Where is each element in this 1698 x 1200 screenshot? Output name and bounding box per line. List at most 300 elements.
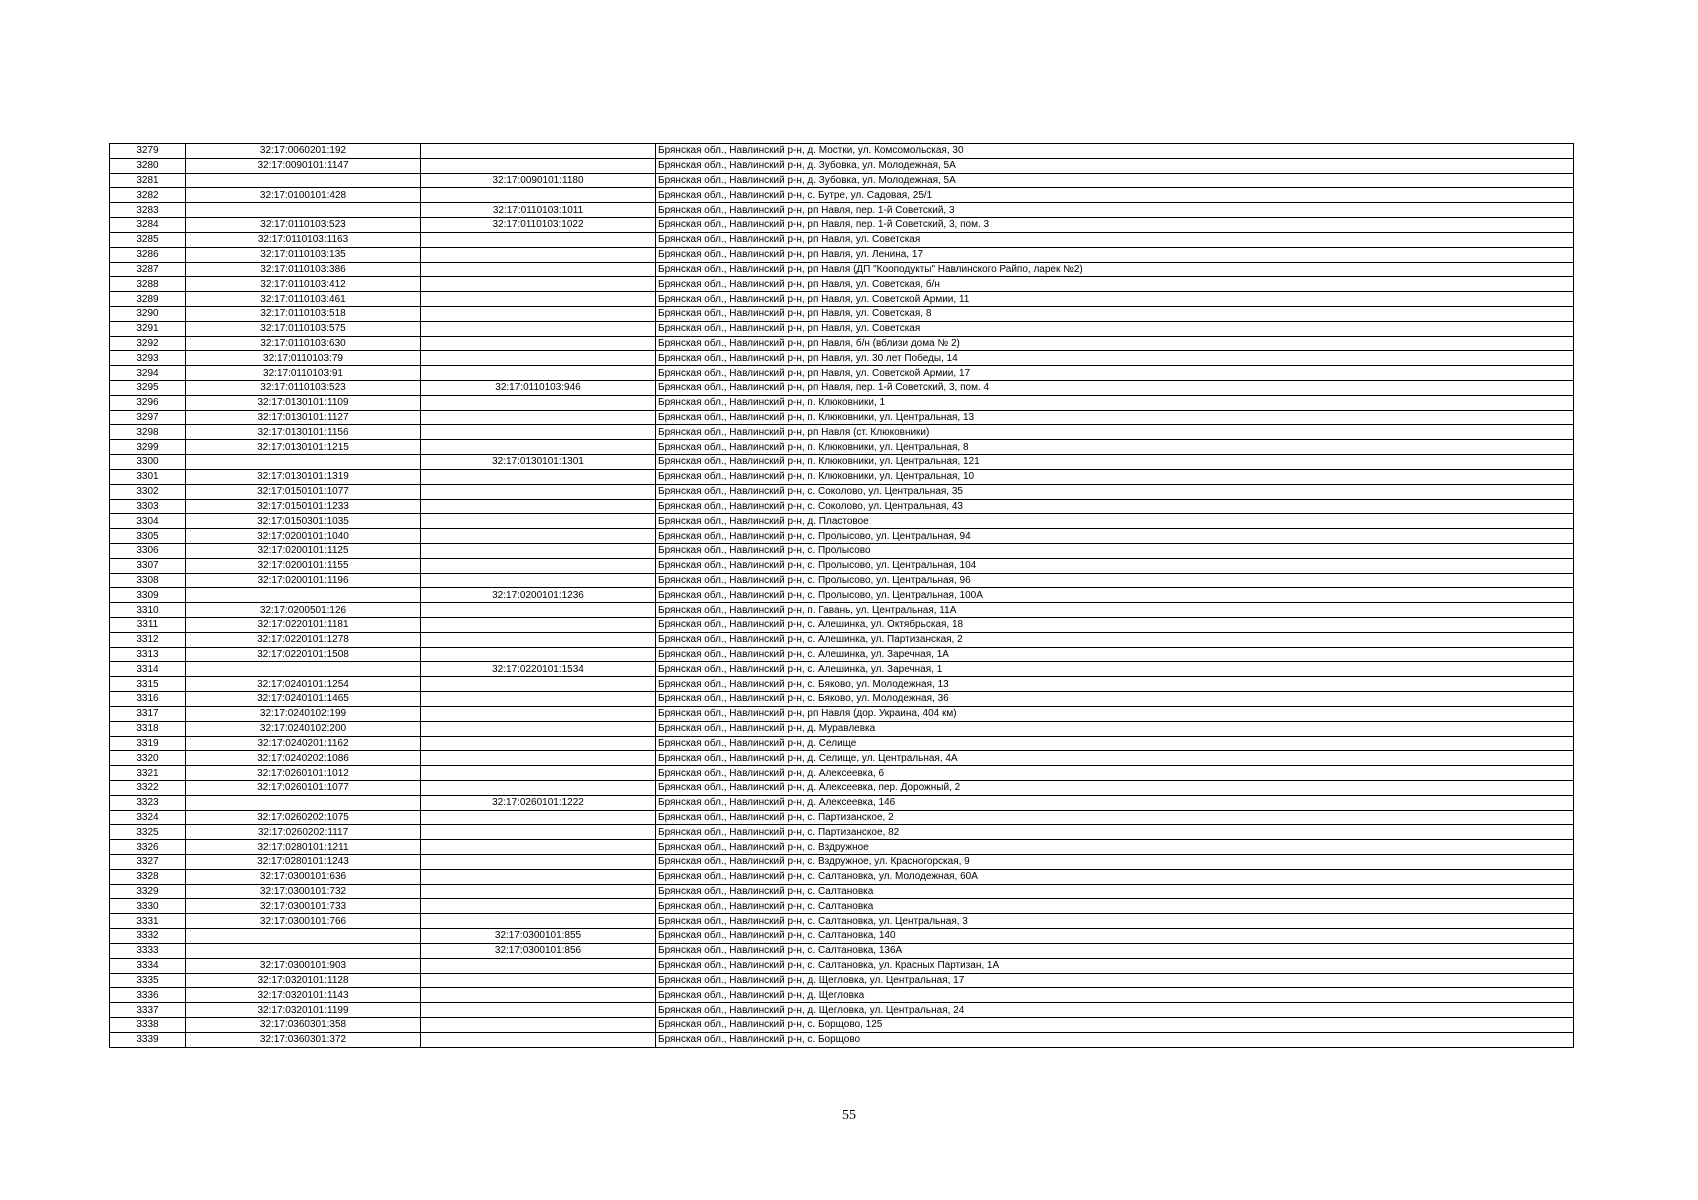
- related-cadastral-number-cell: [421, 1017, 656, 1032]
- cadastral-number-cell: 32:17:0130101:1109: [186, 395, 421, 410]
- row-number-cell: 3288: [110, 277, 186, 292]
- row-number-cell: 3293: [110, 351, 186, 366]
- row-number-cell: 3305: [110, 529, 186, 544]
- address-cell: Брянская обл., Навлинский р-н, с. Салтановка, ул. Красных Партизан, 1А: [656, 958, 1574, 973]
- row-number-cell: 3326: [110, 840, 186, 855]
- cadastral-number-cell: 32:17:0110103:523: [186, 218, 421, 233]
- table-row: [110, 203, 1574, 218]
- related-cadastral-number-cell: [421, 247, 656, 262]
- table-row: [110, 692, 1574, 707]
- cadastral-number-cell: 32:17:0150101:1233: [186, 499, 421, 514]
- table-row: [110, 366, 1574, 381]
- address-cell: Брянская обл., Навлинский р-н, п. Клюковники, 1: [656, 395, 1574, 410]
- row-number-cell: 3296: [110, 395, 186, 410]
- cadastral-number-cell: 32:17:0320101:1128: [186, 973, 421, 988]
- cadastral-number-cell: 32:17:0110103:386: [186, 262, 421, 277]
- related-cadastral-number-cell: 32:17:0260101:1222: [421, 795, 656, 810]
- address-cell: Брянская обл., Навлинский р-н, с. Вздружное, ул. Красногорская, 9: [656, 855, 1574, 870]
- page-number: 55: [842, 1108, 856, 1123]
- cadastral-number-cell: 32:17:0360301:372: [186, 1032, 421, 1047]
- row-number-cell: 3315: [110, 677, 186, 692]
- table-row: [110, 929, 1574, 944]
- table-body: [110, 144, 1574, 1048]
- related-cadastral-number-cell: [421, 321, 656, 336]
- row-number-cell: 3317: [110, 706, 186, 721]
- related-cadastral-number-cell: [421, 632, 656, 647]
- row-number-cell: 3300: [110, 455, 186, 470]
- address-cell: Брянская обл., Навлинский р-н, с. Борщово, 125: [656, 1017, 1574, 1032]
- table-row: [110, 588, 1574, 603]
- cadastral-number-cell: 32:17:0130101:1127: [186, 410, 421, 425]
- table-row: [110, 603, 1574, 618]
- related-cadastral-number-cell: [421, 692, 656, 707]
- related-cadastral-number-cell: [421, 292, 656, 307]
- address-cell: Брянская обл., Навлинский р-н, с. Салтановка, 136А: [656, 943, 1574, 958]
- row-number-cell: 3336: [110, 988, 186, 1003]
- related-cadastral-number-cell: [421, 158, 656, 173]
- row-number-cell: 3292: [110, 336, 186, 351]
- table-row: [110, 1032, 1574, 1047]
- cadastral-number-cell: 32:17:0130101:1156: [186, 425, 421, 440]
- row-number-cell: 3331: [110, 914, 186, 929]
- table-row: [110, 618, 1574, 633]
- address-cell: Брянская обл., Навлинский р-н, рп Навля, ул. Советская: [656, 321, 1574, 336]
- table-row: [110, 1003, 1574, 1018]
- related-cadastral-number-cell: [421, 914, 656, 929]
- cadastral-number-cell: 32:17:0110103:461: [186, 292, 421, 307]
- address-cell: Брянская обл., Навлинский р-н, с. Салтановка, ул. Центральная, 3: [656, 914, 1574, 929]
- table-row: [110, 514, 1574, 529]
- cadastral-table: [109, 143, 1574, 1048]
- table-row: [110, 410, 1574, 425]
- address-cell: Брянская обл., Навлинский р-н, с. Партизанское, 82: [656, 825, 1574, 840]
- row-number-cell: 3337: [110, 1003, 186, 1018]
- address-cell: Брянская обл., Навлинский р-н, с. Соколово, ул. Центральная, 43: [656, 499, 1574, 514]
- cadastral-number-cell: 32:17:0150301:1035: [186, 514, 421, 529]
- related-cadastral-number-cell: [421, 780, 656, 795]
- row-number-cell: 3290: [110, 306, 186, 321]
- address-cell: Брянская обл., Навлинский р-н, с. Соколово, ул. Центральная, 35: [656, 484, 1574, 499]
- row-number-cell: 3306: [110, 543, 186, 558]
- table-row: [110, 440, 1574, 455]
- address-cell: Брянская обл., Навлинский р-н, рп Навля, ул. Советской Армии, 11: [656, 292, 1574, 307]
- table-row: [110, 884, 1574, 899]
- related-cadastral-number-cell: [421, 1032, 656, 1047]
- row-number-cell: 3312: [110, 632, 186, 647]
- row-number-cell: 3295: [110, 381, 186, 396]
- related-cadastral-number-cell: [421, 484, 656, 499]
- row-number-cell: 3303: [110, 499, 186, 514]
- cadastral-number-cell: 32:17:0260202:1075: [186, 810, 421, 825]
- table-row: [110, 351, 1574, 366]
- cadastral-number-cell: 32:17:0300101:636: [186, 869, 421, 884]
- cadastral-number-cell: 32:17:0110103:630: [186, 336, 421, 351]
- address-cell: Брянская обл., Навлинский р-н, д. Пластовое: [656, 514, 1574, 529]
- row-number-cell: 3316: [110, 692, 186, 707]
- row-number-cell: 3280: [110, 158, 186, 173]
- row-number-cell: 3301: [110, 469, 186, 484]
- cadastral-number-cell: 32:17:0300101:732: [186, 884, 421, 899]
- related-cadastral-number-cell: [421, 351, 656, 366]
- address-cell: Брянская обл., Навлинский р-н, с. Пролысово, ул. Центральная, 94: [656, 529, 1574, 544]
- related-cadastral-number-cell: [421, 440, 656, 455]
- cadastral-number-cell: 32:17:0260101:1077: [186, 780, 421, 795]
- address-cell: Брянская обл., Навлинский р-н, с. Пролысово, ул. Центральная, 96: [656, 573, 1574, 588]
- related-cadastral-number-cell: [421, 425, 656, 440]
- table-row: [110, 173, 1574, 188]
- cadastral-number-cell: 32:17:0110103:91: [186, 366, 421, 381]
- cadastral-number-cell: [186, 455, 421, 470]
- row-number-cell: 3302: [110, 484, 186, 499]
- address-cell: Брянская обл., Навлинский р-н, рп Навля, ул. Советская, 8: [656, 306, 1574, 321]
- table-row: [110, 1017, 1574, 1032]
- row-number-cell: 3297: [110, 410, 186, 425]
- cadastral-number-cell: 32:17:0260202:1117: [186, 825, 421, 840]
- row-number-cell: 3287: [110, 262, 186, 277]
- related-cadastral-number-cell: [421, 825, 656, 840]
- address-cell: Брянская обл., Навлинский р-н, д. Щегловка: [656, 988, 1574, 1003]
- address-cell: Брянская обл., Навлинский р-н, с. Салтановка, 140: [656, 929, 1574, 944]
- cadastral-number-cell: 32:17:0240101:1465: [186, 692, 421, 707]
- table-row: [110, 144, 1574, 159]
- cadastral-number-cell: 32:17:0130101:1319: [186, 469, 421, 484]
- cadastral-number-cell: 32:17:0240201:1162: [186, 736, 421, 751]
- row-number-cell: 3335: [110, 973, 186, 988]
- related-cadastral-number-cell: [421, 262, 656, 277]
- address-cell: Брянская обл., Навлинский р-н, с. Салтановка: [656, 899, 1574, 914]
- cadastral-number-cell: 32:17:0100101:428: [186, 188, 421, 203]
- related-cadastral-number-cell: [421, 232, 656, 247]
- related-cadastral-number-cell: 32:17:0220101:1534: [421, 662, 656, 677]
- row-number-cell: 3313: [110, 647, 186, 662]
- address-cell: Брянская обл., Навлинский р-н, рп Навля (дор. Украина, 404 км): [656, 706, 1574, 721]
- related-cadastral-number-cell: [421, 366, 656, 381]
- row-number-cell: 3323: [110, 795, 186, 810]
- address-cell: Брянская обл., Навлинский р-н, п. Клюковники, ул. Центральная, 8: [656, 440, 1574, 455]
- related-cadastral-number-cell: [421, 706, 656, 721]
- address-cell: Брянская обл., Навлинский р-н, д. Селище, ул. Центральная, 4А: [656, 751, 1574, 766]
- related-cadastral-number-cell: 32:17:0110103:1022: [421, 218, 656, 233]
- address-cell: Брянская обл., Навлинский р-н, с. Алешинка, ул. Заречная, 1: [656, 662, 1574, 677]
- table-row: [110, 943, 1574, 958]
- address-cell: Брянская обл., Навлинский р-н, с. Алешинка, ул. Октябрьская, 18: [656, 618, 1574, 633]
- table-row: [110, 706, 1574, 721]
- table-row: [110, 336, 1574, 351]
- row-number-cell: 3338: [110, 1017, 186, 1032]
- table-row: [110, 292, 1574, 307]
- related-cadastral-number-cell: [421, 499, 656, 514]
- address-cell: Брянская обл., Навлинский р-н, рп Навля, б/н (вблизи дома № 2): [656, 336, 1574, 351]
- cadastral-number-cell: 32:17:0280101:1243: [186, 855, 421, 870]
- cadastral-number-cell: 32:17:0220101:1278: [186, 632, 421, 647]
- table-row: [110, 795, 1574, 810]
- row-number-cell: 3294: [110, 366, 186, 381]
- cadastral-number-cell: 32:17:0240101:1254: [186, 677, 421, 692]
- cadastral-number-cell: [186, 173, 421, 188]
- row-number-cell: 3281: [110, 173, 186, 188]
- address-cell: Брянская обл., Навлинский р-н, д. Алексеевка, 146: [656, 795, 1574, 810]
- row-number-cell: 3314: [110, 662, 186, 677]
- related-cadastral-number-cell: [421, 884, 656, 899]
- table-row: [110, 988, 1574, 1003]
- cadastral-number-cell: [186, 588, 421, 603]
- related-cadastral-number-cell: [421, 573, 656, 588]
- table-row: [110, 262, 1574, 277]
- row-number-cell: 3307: [110, 558, 186, 573]
- cadastral-number-cell: [186, 929, 421, 944]
- related-cadastral-number-cell: [421, 395, 656, 410]
- table-row: [110, 277, 1574, 292]
- table-row: [110, 395, 1574, 410]
- table-row: [110, 321, 1574, 336]
- row-number-cell: 3329: [110, 884, 186, 899]
- cadastral-number-cell: 32:17:0090101:1147: [186, 158, 421, 173]
- address-cell: Брянская обл., Навлинский р-н, с. Алешинка, ул. Партизанская, 2: [656, 632, 1574, 647]
- address-cell: Брянская обл., Навлинский р-н, д. Щегловка, ул. Центральная, 17: [656, 973, 1574, 988]
- related-cadastral-number-cell: [421, 766, 656, 781]
- cadastral-number-cell: 32:17:0360301:358: [186, 1017, 421, 1032]
- cadastral-number-cell: 32:17:0300101:766: [186, 914, 421, 929]
- table-row: [110, 529, 1574, 544]
- address-cell: Брянская обл., Навлинский р-н, д. Щегловка, ул. Центральная, 24: [656, 1003, 1574, 1018]
- table-row: [110, 247, 1574, 262]
- address-cell: Брянская обл., Навлинский р-н, с. Бутре, ул. Садовая, 25/1: [656, 188, 1574, 203]
- row-number-cell: 3282: [110, 188, 186, 203]
- table-row: [110, 232, 1574, 247]
- related-cadastral-number-cell: 32:17:0300101:855: [421, 929, 656, 944]
- table-row: [110, 306, 1574, 321]
- table-row: [110, 869, 1574, 884]
- table-row: [110, 914, 1574, 929]
- table-row: [110, 662, 1574, 677]
- table-row: [110, 573, 1574, 588]
- row-number-cell: 3298: [110, 425, 186, 440]
- address-cell: Брянская обл., Навлинский р-н, с. Пролысово: [656, 543, 1574, 558]
- related-cadastral-number-cell: [421, 973, 656, 988]
- row-number-cell: 3279: [110, 144, 186, 159]
- cadastral-number-cell: 32:17:0110103:523: [186, 381, 421, 396]
- cadastral-number-cell: 32:17:0200101:1155: [186, 558, 421, 573]
- table-row: [110, 855, 1574, 870]
- address-cell: Брянская обл., Навлинский р-н, п. Клюковники, ул. Центральная, 10: [656, 469, 1574, 484]
- table-row: [110, 973, 1574, 988]
- table-row: [110, 899, 1574, 914]
- address-cell: Брянская обл., Навлинский р-н, рп Навля, ул. Советская: [656, 232, 1574, 247]
- related-cadastral-number-cell: 32:17:0110103:946: [421, 381, 656, 396]
- row-number-cell: 3332: [110, 929, 186, 944]
- related-cadastral-number-cell: [421, 603, 656, 618]
- table-row: [110, 751, 1574, 766]
- related-cadastral-number-cell: [421, 810, 656, 825]
- row-number-cell: 3284: [110, 218, 186, 233]
- table-row: [110, 425, 1574, 440]
- cadastral-number-cell: 32:17:0240102:199: [186, 706, 421, 721]
- address-cell: Брянская обл., Навлинский р-н, д. Зубовка, ул. Молодежная, 5А: [656, 158, 1574, 173]
- row-number-cell: 3334: [110, 958, 186, 973]
- related-cadastral-number-cell: [421, 144, 656, 159]
- table-row: [110, 558, 1574, 573]
- table-row: [110, 499, 1574, 514]
- cadastral-number-cell: 32:17:0200101:1196: [186, 573, 421, 588]
- related-cadastral-number-cell: [421, 840, 656, 855]
- row-number-cell: 3291: [110, 321, 186, 336]
- related-cadastral-number-cell: [421, 410, 656, 425]
- address-cell: Брянская обл., Навлинский р-н, д. Алексеевка, 6: [656, 766, 1574, 781]
- row-number-cell: 3328: [110, 869, 186, 884]
- cadastral-number-cell: 32:17:0300101:733: [186, 899, 421, 914]
- cadastral-number-cell: 32:17:0110103:79: [186, 351, 421, 366]
- cadastral-number-cell: 32:17:0220101:1181: [186, 618, 421, 633]
- cadastral-number-cell: 32:17:0110103:518: [186, 306, 421, 321]
- related-cadastral-number-cell: [421, 336, 656, 351]
- related-cadastral-number-cell: 32:17:0300101:856: [421, 943, 656, 958]
- row-number-cell: 3325: [110, 825, 186, 840]
- related-cadastral-number-cell: [421, 677, 656, 692]
- related-cadastral-number-cell: [421, 869, 656, 884]
- address-cell: Брянская обл., Навлинский р-н, рп Навля, пер. 1-й Советский, 3, пом. 3: [656, 218, 1574, 233]
- cadastral-number-cell: 32:17:0320101:1199: [186, 1003, 421, 1018]
- row-number-cell: 3333: [110, 943, 186, 958]
- cadastral-number-cell: 32:17:0130101:1215: [186, 440, 421, 455]
- related-cadastral-number-cell: [421, 529, 656, 544]
- row-number-cell: 3321: [110, 766, 186, 781]
- related-cadastral-number-cell: 32:17:0130101:1301: [421, 455, 656, 470]
- row-number-cell: 3283: [110, 203, 186, 218]
- related-cadastral-number-cell: [421, 469, 656, 484]
- cadastral-number-cell: 32:17:0240102:200: [186, 721, 421, 736]
- table-row: [110, 218, 1574, 233]
- cadastral-number-cell: [186, 795, 421, 810]
- address-cell: Брянская обл., Навлинский р-н, рп Навля (ДП "Кооподукты" Навлинского Райпо, ларек №2): [656, 262, 1574, 277]
- address-cell: Брянская обл., Навлинский р-н, п. Гавань, ул. Центральная, 11А: [656, 603, 1574, 618]
- row-number-cell: 3308: [110, 573, 186, 588]
- cadastral-number-cell: [186, 943, 421, 958]
- table-row: [110, 647, 1574, 662]
- row-number-cell: 3286: [110, 247, 186, 262]
- related-cadastral-number-cell: [421, 188, 656, 203]
- row-number-cell: 3330: [110, 899, 186, 914]
- related-cadastral-number-cell: [421, 558, 656, 573]
- address-cell: Брянская обл., Навлинский р-н, д. Мостки, ул. Комсомольская, 30: [656, 144, 1574, 159]
- cadastral-number-cell: 32:17:0060201:192: [186, 144, 421, 159]
- row-number-cell: 3311: [110, 618, 186, 633]
- cadastral-number-cell: 32:17:0220101:1508: [186, 647, 421, 662]
- address-cell: Брянская обл., Навлинский р-н, рп Навля, пер. 1-й Советский, 3, пом. 4: [656, 381, 1574, 396]
- address-cell: Брянская обл., Навлинский р-н, д. Алексеевка, пер. Дорожный, 2: [656, 780, 1574, 795]
- related-cadastral-number-cell: 32:17:0090101:1180: [421, 173, 656, 188]
- address-cell: Брянская обл., Навлинский р-н, с. Салтановка, ул. Молодежная, 60А: [656, 869, 1574, 884]
- cadastral-number-cell: 32:17:0110103:1163: [186, 232, 421, 247]
- address-cell: Брянская обл., Навлинский р-н, с. Бяково, ул. Молодежная, 13: [656, 677, 1574, 692]
- cadastral-number-cell: 32:17:0260101:1012: [186, 766, 421, 781]
- table-row: [110, 780, 1574, 795]
- cadastral-number-cell: 32:17:0110103:575: [186, 321, 421, 336]
- related-cadastral-number-cell: [421, 988, 656, 1003]
- address-cell: Брянская обл., Навлинский р-н, д. Селище: [656, 736, 1574, 751]
- address-cell: Брянская обл., Навлинский р-н, д. Муравлевка: [656, 721, 1574, 736]
- cadastral-number-cell: 32:17:0200501:126: [186, 603, 421, 618]
- address-cell: Брянская обл., Навлинский р-н, с. Пролысово, ул. Центральная, 104: [656, 558, 1574, 573]
- related-cadastral-number-cell: [421, 721, 656, 736]
- table-row: [110, 840, 1574, 855]
- row-number-cell: 3339: [110, 1032, 186, 1047]
- row-number-cell: 3310: [110, 603, 186, 618]
- table-row: [110, 810, 1574, 825]
- row-number-cell: 3289: [110, 292, 186, 307]
- table-row: [110, 677, 1574, 692]
- address-cell: Брянская обл., Навлинский р-н, с. Вздружное: [656, 840, 1574, 855]
- related-cadastral-number-cell: [421, 736, 656, 751]
- related-cadastral-number-cell: [421, 277, 656, 292]
- address-cell: Брянская обл., Навлинский р-н, рп Навля, ул. Ленина, 17: [656, 247, 1574, 262]
- address-cell: Брянская обл., Навлинский р-н, рп Навля, ул. 30 лет Победы, 14: [656, 351, 1574, 366]
- address-cell: Брянская обл., Навлинский р-н, с. Бяково, ул. Молодежная, 36: [656, 692, 1574, 707]
- cadastral-number-cell: 32:17:0200101:1040: [186, 529, 421, 544]
- cadastral-number-cell: 32:17:0110103:135: [186, 247, 421, 262]
- address-cell: Брянская обл., Навлинский р-н, с. Салтановка: [656, 884, 1574, 899]
- address-cell: Брянская обл., Навлинский р-н, д. Зубовка, ул. Молодежная, 5А: [656, 173, 1574, 188]
- row-number-cell: 3327: [110, 855, 186, 870]
- table-row: [110, 188, 1574, 203]
- related-cadastral-number-cell: 32:17:0200101:1236: [421, 588, 656, 603]
- related-cadastral-number-cell: [421, 899, 656, 914]
- cadastral-number-cell: 32:17:0150101:1077: [186, 484, 421, 499]
- address-cell: Брянская обл., Навлинский р-н, с. Алешинка, ул. Заречная, 1А: [656, 647, 1574, 662]
- address-cell: Брянская обл., Навлинский р-н, с. Борщово: [656, 1032, 1574, 1047]
- address-cell: Брянская обл., Навлинский р-н, с. Пролысово, ул. Центральная, 100А: [656, 588, 1574, 603]
- row-number-cell: 3320: [110, 751, 186, 766]
- address-cell: Брянская обл., Навлинский р-н, п. Клюковники, ул. Центральная, 13: [656, 410, 1574, 425]
- row-number-cell: 3299: [110, 440, 186, 455]
- row-number-cell: 3304: [110, 514, 186, 529]
- address-cell: Брянская обл., Навлинский р-н, рп Навля (ст. Клюковники): [656, 425, 1574, 440]
- related-cadastral-number-cell: 32:17:0110103:1011: [421, 203, 656, 218]
- address-cell: Брянская обл., Навлинский р-н, рп Навля, пер. 1-й Советский, 3: [656, 203, 1574, 218]
- cadastral-number-cell: 32:17:0320101:1143: [186, 988, 421, 1003]
- table-row: [110, 543, 1574, 558]
- table-row: [110, 455, 1574, 470]
- address-cell: Брянская обл., Навлинский р-н, с. Партизанское, 2: [656, 810, 1574, 825]
- related-cadastral-number-cell: [421, 958, 656, 973]
- related-cadastral-number-cell: [421, 618, 656, 633]
- cadastral-number-cell: 32:17:0240202:1086: [186, 751, 421, 766]
- related-cadastral-number-cell: [421, 647, 656, 662]
- cadastral-number-cell: 32:17:0110103:412: [186, 277, 421, 292]
- table-row: [110, 721, 1574, 736]
- table-row: [110, 469, 1574, 484]
- row-number-cell: 3324: [110, 810, 186, 825]
- related-cadastral-number-cell: [421, 751, 656, 766]
- related-cadastral-number-cell: [421, 306, 656, 321]
- row-number-cell: 3285: [110, 232, 186, 247]
- row-number-cell: 3319: [110, 736, 186, 751]
- table-row: [110, 632, 1574, 647]
- address-cell: Брянская обл., Навлинский р-н, п. Клюковники, ул. Центральная, 121: [656, 455, 1574, 470]
- row-number-cell: 3318: [110, 721, 186, 736]
- cadastral-number-cell: [186, 203, 421, 218]
- table-row: [110, 736, 1574, 751]
- cadastral-number-cell: [186, 662, 421, 677]
- related-cadastral-number-cell: [421, 855, 656, 870]
- table-row: [110, 381, 1574, 396]
- row-number-cell: 3322: [110, 780, 186, 795]
- related-cadastral-number-cell: [421, 543, 656, 558]
- table-row: [110, 484, 1574, 499]
- table-row: [110, 158, 1574, 173]
- related-cadastral-number-cell: [421, 1003, 656, 1018]
- row-number-cell: 3309: [110, 588, 186, 603]
- address-cell: Брянская обл., Навлинский р-н, рп Навля, ул. Советская, б/н: [656, 277, 1574, 292]
